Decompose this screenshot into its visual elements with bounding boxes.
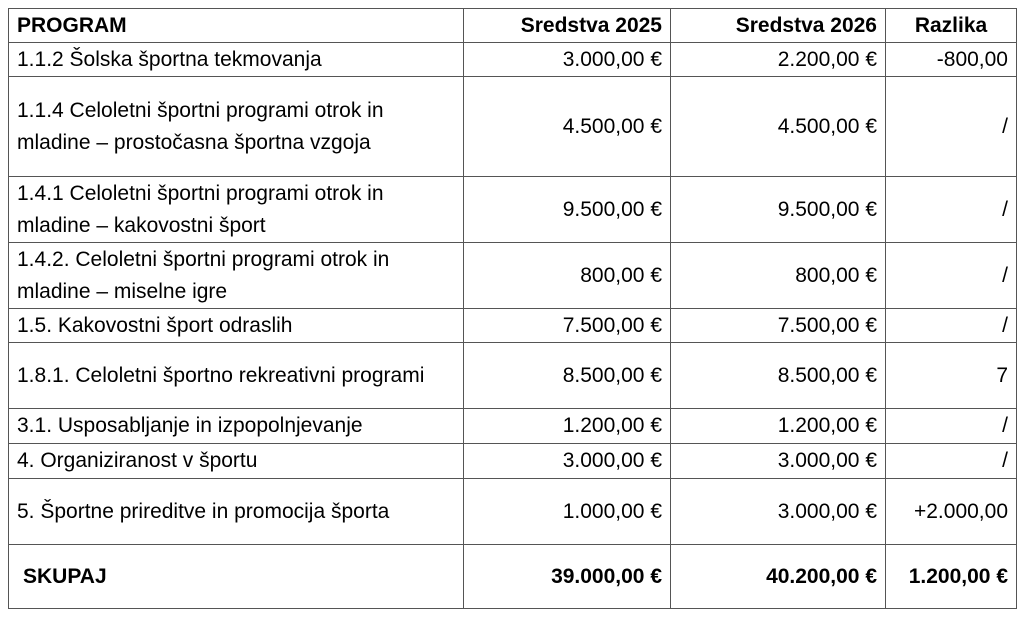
sredstva-2026-cell: 9.500,00 € xyxy=(671,177,886,243)
total-razlika: 1.200,00 € xyxy=(886,545,1017,609)
total-row xyxy=(9,545,1017,609)
program-cell: 1.5. Kakovostni šport odraslih xyxy=(9,309,464,343)
razlika-cell: / xyxy=(886,243,1017,309)
sredstva-2026-cell: 7.500,00 € xyxy=(671,309,886,343)
header-sredstva-2026: Sredstva 2026 xyxy=(671,9,886,43)
sredstva-2025-cell: 8.500,00 € xyxy=(464,343,671,409)
sredstva-2025-cell: 4.500,00 € xyxy=(464,77,671,177)
sredstva-2026-cell: 3.000,00 € xyxy=(671,444,886,479)
sredstva-2025-cell: 7.500,00 € xyxy=(464,309,671,343)
razlika-cell: / xyxy=(886,444,1017,479)
total-label: SKUPAJ xyxy=(9,545,464,609)
program-cell: 4. Organiziranost v športu xyxy=(9,444,464,479)
table-row xyxy=(9,309,1017,343)
program-cell: 1.4.1 Celoletni športni programi otrok in mladine – kakovostni šport xyxy=(9,177,464,243)
program-cell: 1.1.4 Celoletni športni programi otrok in mladine – prostočasna športna vzgoja xyxy=(9,77,464,177)
razlika-cell: / xyxy=(886,309,1017,343)
header-row xyxy=(9,9,1017,43)
header-razlika: Razlika xyxy=(886,9,1017,43)
sredstva-2025-cell: 1.200,00 € xyxy=(464,409,671,444)
sredstva-2026-cell: 1.200,00 € xyxy=(671,409,886,444)
program-cell: 1.8.1. Celoletni športno rekreativni programi xyxy=(9,343,464,409)
sredstva-2026-cell: 8.500,00 € xyxy=(671,343,886,409)
budget-table xyxy=(8,8,1017,609)
table-row xyxy=(9,409,1017,444)
sredstva-2026-cell: 800,00 € xyxy=(671,243,886,309)
sredstva-2025-cell: 9.500,00 € xyxy=(464,177,671,243)
total-sredstva-2026: 40.200,00 € xyxy=(671,545,886,609)
program-cell: 1.4.2. Celoletni športni programi otrok in mladine – miselne igre xyxy=(9,243,464,309)
sredstva-2025-cell: 800,00 € xyxy=(464,243,671,309)
header-program: PROGRAM xyxy=(9,9,464,43)
header-sredstva-2025: Sredstva 2025 xyxy=(464,9,671,43)
razlika-cell: / xyxy=(886,409,1017,444)
table-row xyxy=(9,243,1017,309)
table-row xyxy=(9,343,1017,409)
sredstva-2025-cell: 1.000,00 € xyxy=(464,479,671,545)
table-row xyxy=(9,43,1017,77)
program-cell: 3.1. Usposabljanje in izpopolnjevanje xyxy=(9,409,464,444)
razlika-cell: -800,00 xyxy=(886,43,1017,77)
program-cell: 1.1.2 Šolska športna tekmovanja xyxy=(9,43,464,77)
total-sredstva-2025: 39.000,00 € xyxy=(464,545,671,609)
sredstva-2025-cell: 3.000,00 € xyxy=(464,43,671,77)
sredstva-2026-cell: 3.000,00 € xyxy=(671,479,886,545)
razlika-cell: +2.000,00 xyxy=(886,479,1017,545)
table-row xyxy=(9,444,1017,479)
razlika-cell: / xyxy=(886,77,1017,177)
program-cell: 5. Športne prireditve in promocija športa xyxy=(9,479,464,545)
sredstva-2026-cell: 4.500,00 € xyxy=(671,77,886,177)
table-row xyxy=(9,177,1017,243)
razlika-cell: / xyxy=(886,177,1017,243)
sredstva-2025-cell: 3.000,00 € xyxy=(464,444,671,479)
table-row xyxy=(9,77,1017,177)
sredstva-2026-cell: 2.200,00 € xyxy=(671,43,886,77)
razlika-cell: 7 xyxy=(886,343,1017,409)
table-row xyxy=(9,479,1017,545)
